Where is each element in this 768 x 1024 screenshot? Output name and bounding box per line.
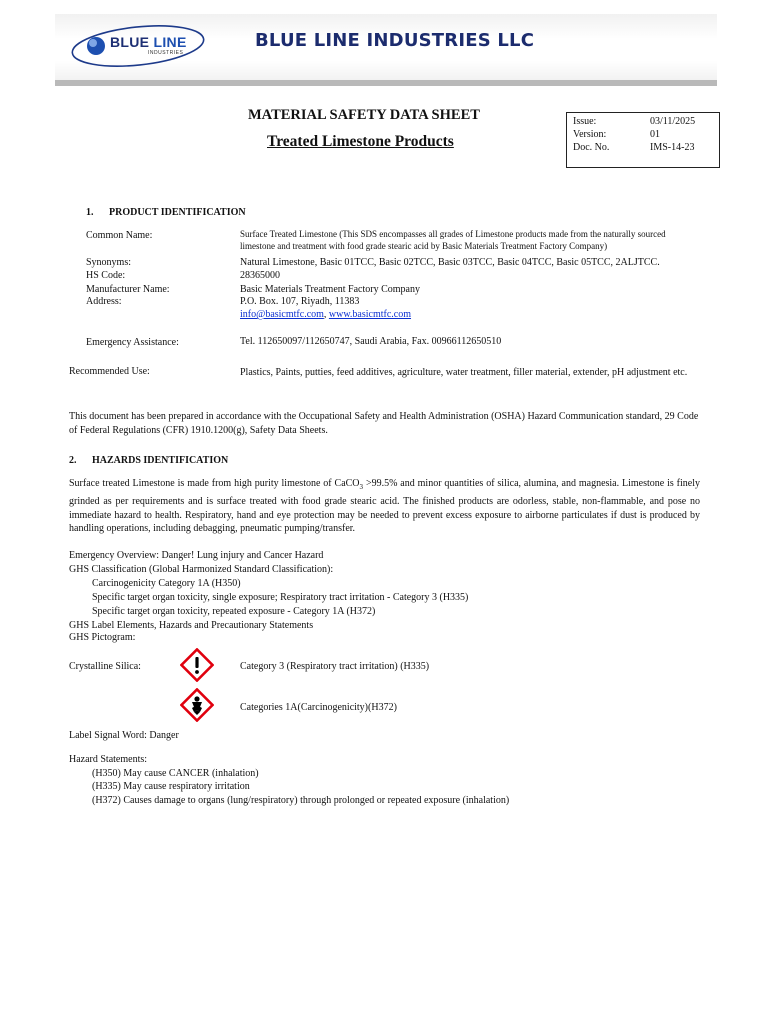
hazard-statement: (H350) May cause CANCER (inhalation): [92, 768, 259, 779]
logo-word-blue: BLUE: [110, 34, 150, 50]
contact-links: [240, 309, 411, 320]
hazard-statements-heading: Hazard Statements:: [69, 754, 148, 765]
doc-number-value: IMS-14-23: [650, 142, 695, 153]
header-divider: [55, 80, 717, 86]
address-value: P.O. Box. 107, Riyadh, 11383: [240, 296, 360, 307]
ghs-label-elements: GHS Label Elements, Hazards and Precautionary Statements: [69, 620, 314, 631]
doc-number-label: Doc. No.: [573, 142, 610, 153]
document-title: MATERIAL SAFETY DATA SHEET: [248, 107, 480, 123]
pictogram-2-text: Categories 1A(Carcinogenicity)(H372): [240, 702, 397, 713]
version-label: Version:: [573, 129, 607, 140]
emergency-value: Tel. 112650097/112650747, Saudi Arabia, Fax. 00966112650510: [240, 336, 502, 347]
logo-wordmark: [110, 34, 187, 50]
address-label: Address:: [86, 296, 122, 307]
logo-word-line: LINE: [153, 34, 187, 50]
section-1-number: 1.: [86, 207, 94, 218]
exclamation-mark-icon: [180, 648, 214, 682]
emergency-label: Emergency Assistance:: [86, 337, 179, 348]
link-separator: ,: [323, 309, 329, 320]
manufacturer-label: Manufacturer Name:: [86, 284, 170, 295]
common-name-value: Surface Treated Limestone (This SDS encompasses all grades of Limestone products made from the naturally sourced limestone and treatment with food grade stearic acid by Basic Materials Treatment Factory Company): [240, 229, 666, 251]
pictogram-1-text: Category 3 (Respiratory tract irritation) (H335): [240, 661, 430, 672]
emergency-overview: Emergency Overview: Danger! Lung injury and Cancer Hazard: [69, 550, 324, 561]
hazard-statement: (H372) Causes damage to organs (lung/respiratory) through prolonged or repeated exposure (inhalation): [92, 795, 510, 806]
health-hazard-icon: [180, 688, 214, 722]
synonyms-value: Natural Limestone, Basic 01TCC, Basic 02TCC, Basic 03TCC, Basic 04TCC, Basic 05TCC, 2ALJTCC.: [240, 257, 660, 268]
logo-subtitle: INDUSTRIES: [148, 50, 184, 56]
synonyms-label: Synonyms:: [86, 257, 132, 268]
crystalline-silica-label: Crystalline Silica:: [69, 661, 141, 672]
hs-code-value: 28365000: [240, 270, 280, 281]
class-single-exposure: Specific target organ toxicity, single exposure; Respiratory tract irritation - Category 3 (H335): [92, 592, 469, 603]
common-name-label: Common Name:: [86, 230, 153, 241]
section-1-heading: PRODUCT IDENTIFICATION: [109, 207, 246, 218]
hazards-paragraph-part-2: >99.5% and minor quantities of silica, alumina, and magnesia. Limestone is finely grinded as per requirements and is surface treated with food grade stearic acid. The finished products are odorless, stable, non-flammable, and pose no immediate hazard to health. Respiratory, hand and eye protection may be needed to prevent excess exposure to airborne particulates if dust is produced by handling operations, including debagging, pneumatic pumping/transfer.: [69, 478, 701, 535]
class-repeated-exposure: Specific target organ toxicity, repeated exposure - Category 1A (H372): [92, 606, 376, 617]
hazards-paragraph-part-1: Surface treated Limestone is made from high purity limestone of CaCO: [69, 478, 360, 489]
issue-label: Issue:: [573, 116, 597, 127]
email-link[interactable]: info@basicmtfc.com: [240, 309, 324, 320]
company-name: BLUE LINE INDUSTRIES LLC: [255, 30, 535, 51]
hazard-statement: (H335) May cause respiratory irritation: [92, 781, 250, 792]
signal-word: Label Signal Word: Danger: [69, 730, 179, 741]
ghs-classification: GHS Classification (Global Harmonized Standard Classification):: [69, 564, 334, 575]
subscript-3: 3: [359, 483, 364, 491]
section-2-heading: HAZARDS IDENTIFICATION: [92, 455, 229, 466]
hs-code-label: HS Code:: [86, 270, 126, 281]
version-value: 01: [650, 129, 660, 140]
recommended-use-label: Recommended Use:: [69, 366, 150, 377]
manufacturer-value: Basic Materials Treatment Factory Company: [240, 284, 420, 295]
document-info-box: [566, 112, 720, 168]
section-2-number: 2.: [69, 455, 77, 466]
hazards-paragraph: [69, 477, 700, 536]
class-carcinogenicity: Carcinogenicity Category 1A (H350): [92, 578, 241, 589]
issue-value: 03/11/2025: [650, 116, 696, 127]
website-link[interactable]: www.basicmtfc.com: [328, 309, 412, 320]
ghs-pictogram-label: GHS Pictogram:: [69, 632, 136, 643]
recommended-use-value: Plastics, Paints, putties, feed additives, agriculture, water treatment, filler material, extender, pH adjustment etc.: [240, 367, 688, 378]
product-title: Treated Limestone Products: [267, 133, 454, 150]
osha-note: This document has been prepared in accordance with the Occupational Safety and Health Administration (OSHA) Hazard Communication standard, 29 Code of Federal Regulations (CFR) 1910.1200(g), Safety Data Sheets.: [69, 411, 699, 436]
